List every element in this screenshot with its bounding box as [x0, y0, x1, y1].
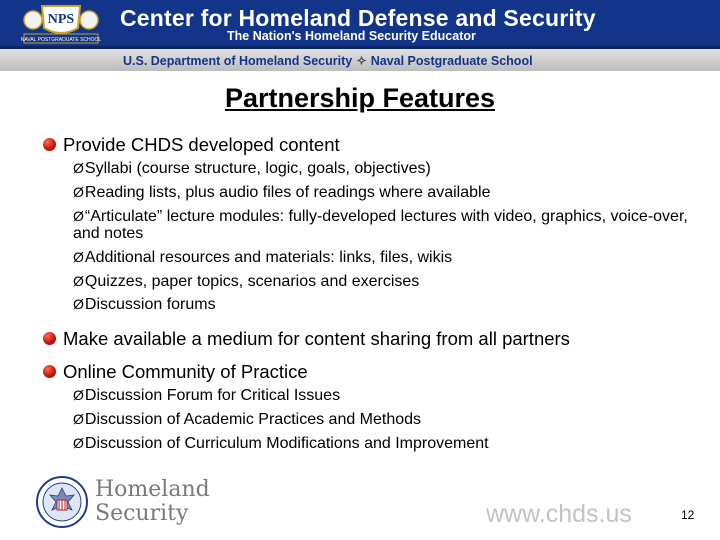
- arrow-bullet-icon: Ø: [73, 208, 84, 224]
- site-url[interactable]: www.chds.us: [486, 500, 632, 528]
- arrow-bullet-icon: Ø: [73, 387, 84, 403]
- page-number: 12: [681, 508, 695, 522]
- svg-text:NPS: NPS: [47, 12, 75, 27]
- sub-item: [73, 273, 693, 290]
- bullet-dot-icon: [43, 332, 56, 345]
- nps-logo: [20, 2, 102, 46]
- arrow-bullet-icon: Ø: [73, 411, 84, 427]
- sub-item: [73, 387, 693, 404]
- banner-tagline: The Nation's Homeland Security Educator: [227, 29, 476, 43]
- sub-item: [73, 160, 693, 177]
- dhs-wordmark: [95, 478, 210, 526]
- arrow-bullet-icon: Ø: [73, 249, 84, 265]
- sub-item: [73, 296, 693, 313]
- bullet-text: Make available a medium for content sharing from all partners: [63, 328, 570, 349]
- bullet-text: Online Community of Practice: [63, 361, 308, 382]
- sub-item-text: Quizzes, paper topics, scenarios and exercises: [84, 273, 420, 290]
- dhs-word-line2: Security: [95, 501, 189, 526]
- nps-label: Naval Postgraduate School: [370, 54, 533, 68]
- svg-text:NAVAL POSTGRADUATE SCHOOL: NAVAL POSTGRADUATE SCHOOL: [20, 37, 102, 43]
- slide-title: Partnership Features: [224, 83, 496, 113]
- arrow-bullet-icon: Ø: [73, 184, 84, 200]
- dhs-word-line1: Homeland: [95, 477, 210, 502]
- sub-item: [73, 208, 693, 242]
- banner-title: Center for Homeland Defense and Security: [120, 5, 596, 31]
- dhs-label: U.S. Department of Homeland Security: [123, 54, 353, 68]
- sub-item: [73, 249, 693, 266]
- bullet-text: Provide CHDS developed content: [63, 134, 340, 155]
- subbar-text: [123, 53, 533, 68]
- bullet-dot-icon: [43, 138, 56, 151]
- sub-item-text: Discussion of Curriculum Modifications and Improvement: [84, 435, 489, 452]
- sub-item: [73, 184, 693, 201]
- arrow-bullet-icon: Ø: [73, 435, 84, 451]
- dhs-seal-icon: [36, 476, 88, 528]
- bullet-dot-icon: [43, 365, 56, 378]
- arrow-bullet-icon: Ø: [73, 160, 84, 176]
- arrow-bullet-icon: Ø: [73, 273, 84, 289]
- sub-item: [73, 435, 693, 452]
- sub-item-text: Additional resources and materials: links, files, wikis: [84, 249, 453, 266]
- sub-item-text: “Articulate” lecture modules: fully-developed lectures with video, graphics, voice-over, and notes: [73, 208, 688, 242]
- sub-item-text: Discussion Forum for Critical Issues: [84, 387, 341, 404]
- sub-item-text: Discussion forums: [84, 296, 216, 313]
- sub-item: [73, 411, 693, 428]
- arrow-bullet-icon: Ø: [73, 296, 84, 312]
- sub-item-text: Reading lists, plus audio files of readings where available: [84, 184, 491, 201]
- star-icon: ✧: [356, 54, 367, 68]
- sub-item-text: Discussion of Academic Practices and Methods: [84, 411, 422, 428]
- sub-item-text: Syllabi (course structure, logic, goals, objectives): [84, 160, 431, 177]
